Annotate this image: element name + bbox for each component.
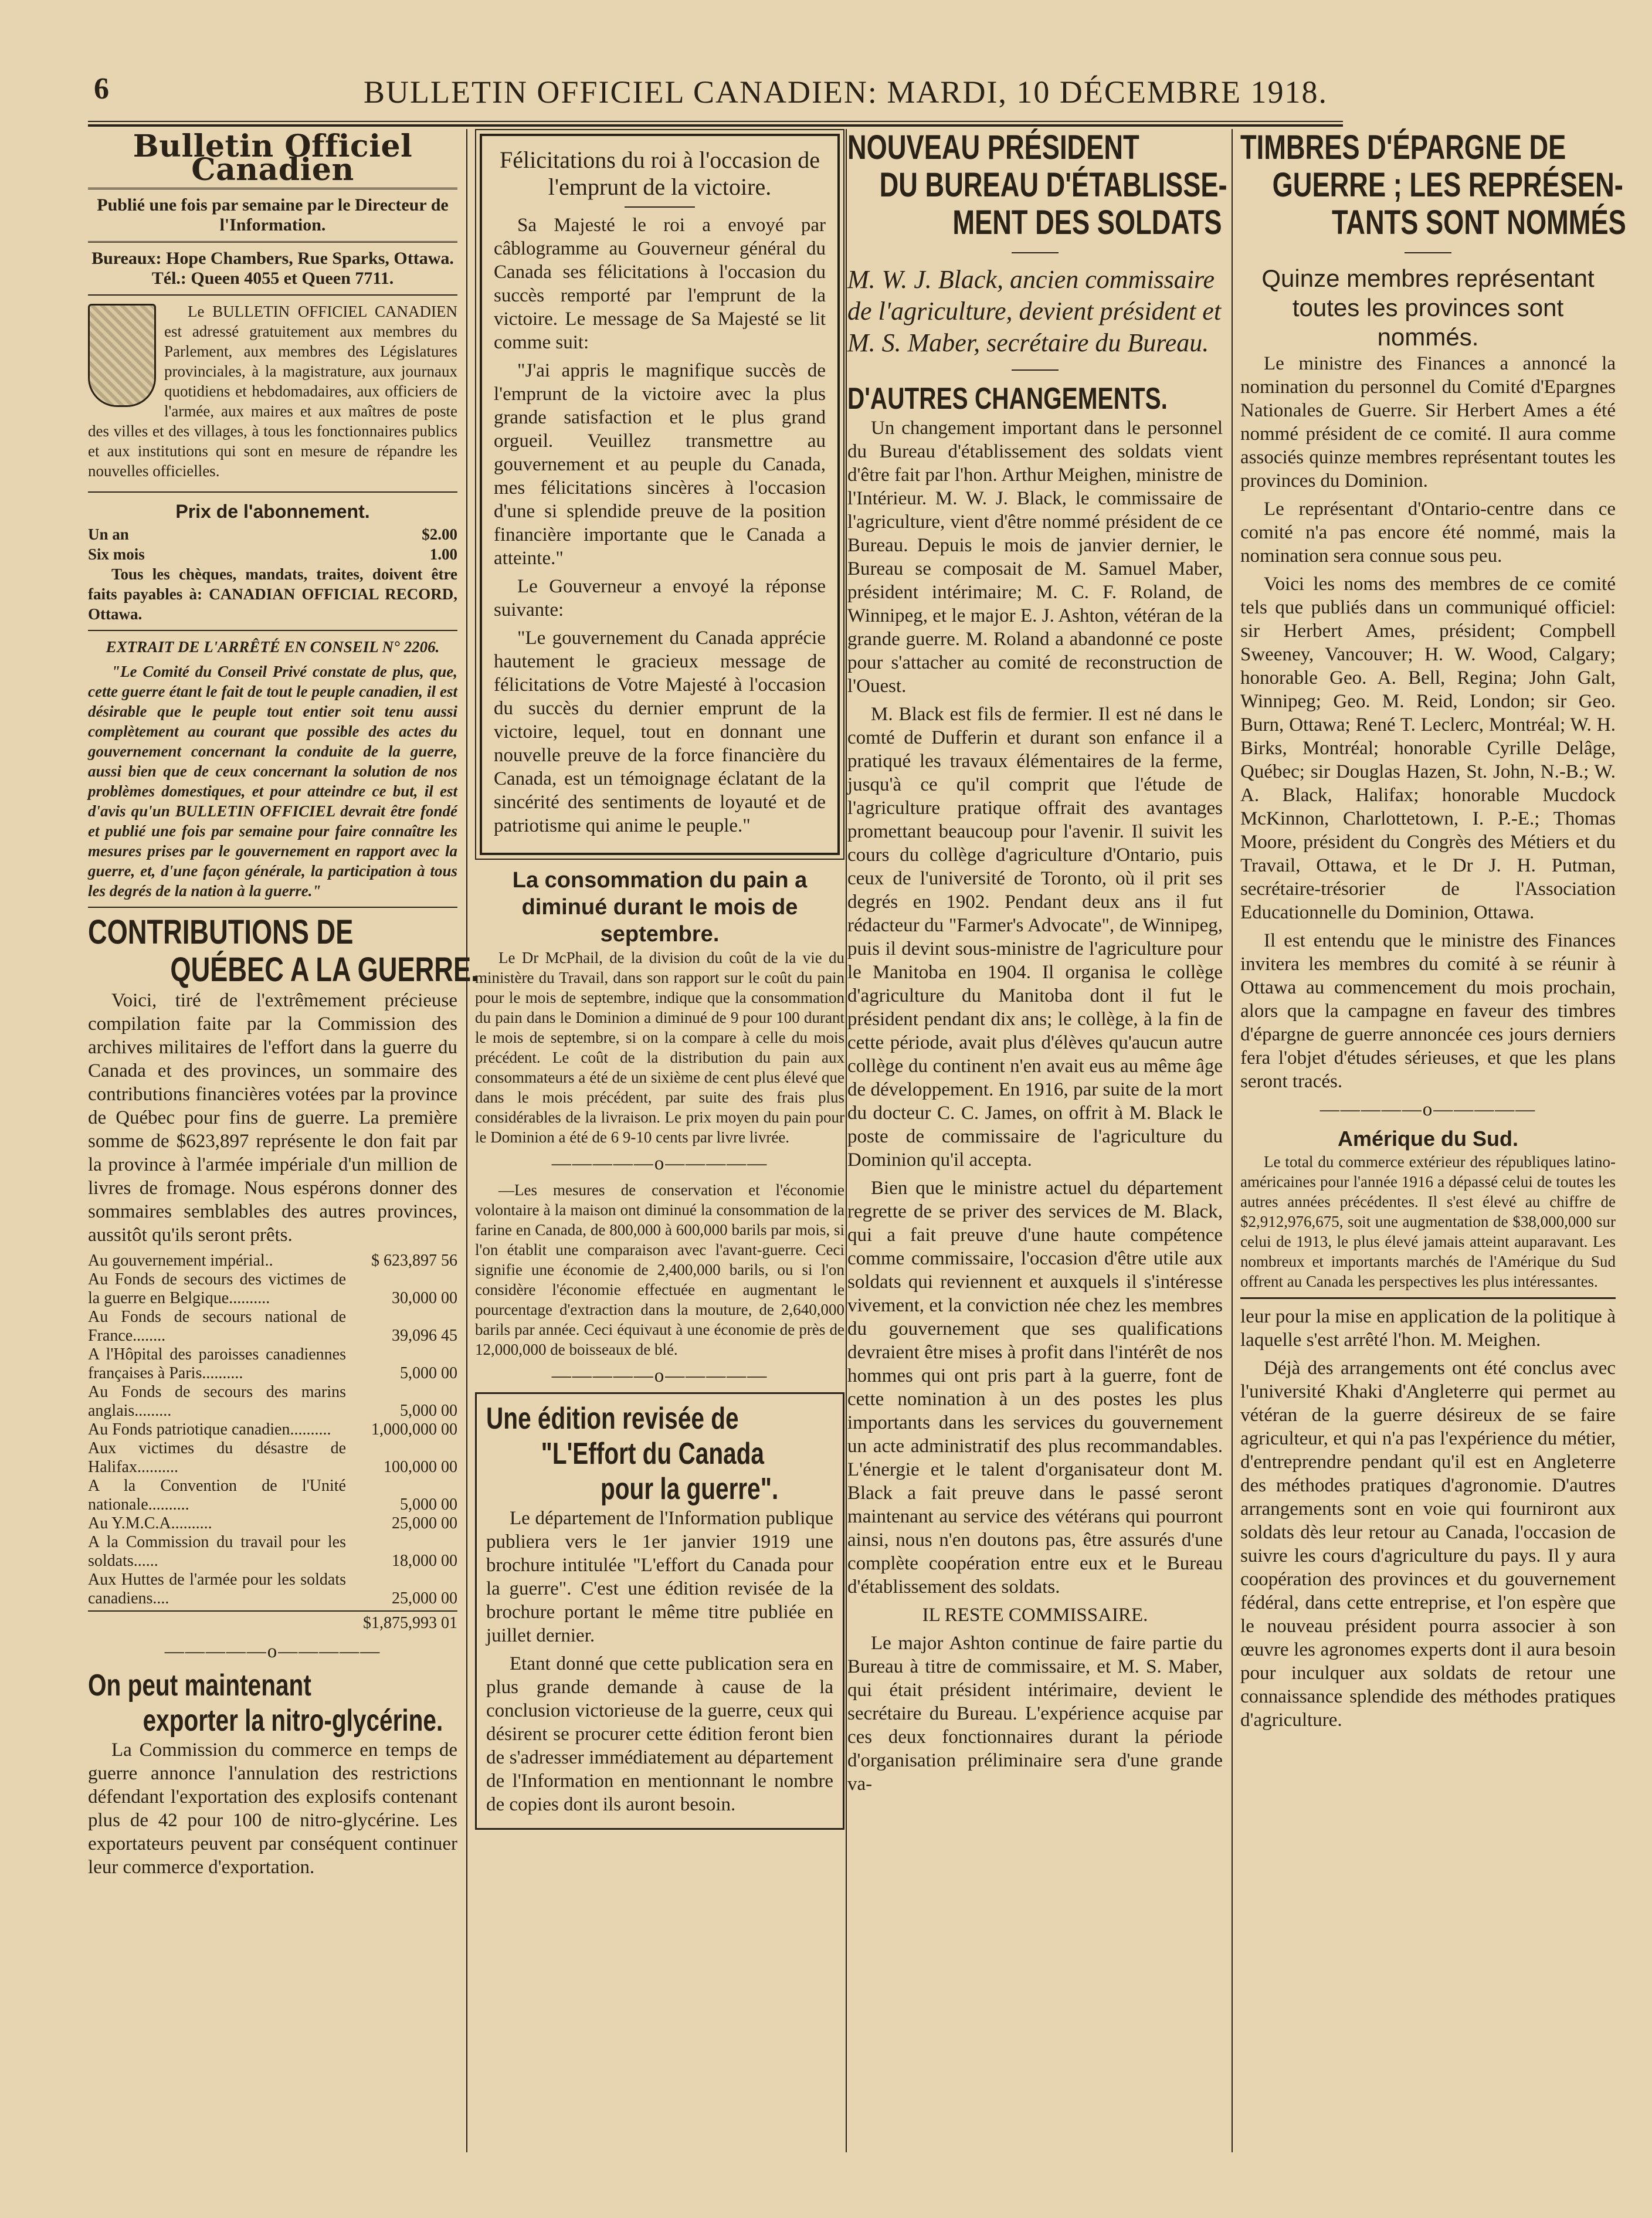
office-address: Bureaux: Hope Chambers, Rue Sparks, Ottawa. bbox=[91, 249, 454, 268]
amerique-headline: Amérique du Sud. bbox=[1337, 1127, 1519, 1151]
ledger-amount: 5,000 00 bbox=[400, 1364, 457, 1382]
ledger-amount: 18,000 00 bbox=[392, 1552, 457, 1570]
president-paragraph-4: Le major Ashton continue de faire partie du Bureau à titre de commissaire, et M. S. Maber, qui était président intérimaire, devient le secrétaire du Bureau. L'expérience acquise par ces deux fonctionnaires durant la période d'organisation préliminaire sera d'une grande va- bbox=[847, 1633, 1223, 1795]
office-phones: Tél.: Queen 4055 et Queen 7711. bbox=[151, 269, 394, 288]
timbres-paragraph-4: Il est entendu que le ministre des Finances invitera les membres du comité à se réunir à Ottawa au commencement du mois prochain, alors que la campagne en faveur des timbres d'épargne de guerre annoncée ces jours derniers fera l'objet d'études sérieuses, et que les plans seront tracés. bbox=[1240, 930, 1616, 1092]
timbres-paragraph-1: Le ministre des Finances a annoncé la nomination du personnel du Comité d'Epargnes Nationales de Guerre. Sir Herbert Ames a été nommé président de ce comité. Il aura comme associés quinze membres représentant toutes les provinces du Dominion. bbox=[1240, 353, 1616, 491]
timbres-headline-line3: TANTS SONT NOMMÉS bbox=[1332, 204, 1626, 242]
column-rule-3 bbox=[1232, 129, 1233, 2152]
ledger-total: $1,875,993 01 bbox=[88, 1610, 457, 1635]
ledger-label: Au Fonds de secours des victimes de la guerre en Belgique.......... bbox=[88, 1270, 346, 1307]
publication-note: Publié une fois par semaine par le Directeur de l'Information. bbox=[97, 195, 449, 235]
extract-title: EXTRAIT DE L'ARRÊTÉ EN CONSEIL N° 2206. bbox=[106, 638, 440, 656]
timbres-deck: Quinze membres représentant toutes les provinces sont nommés. bbox=[1261, 264, 1595, 351]
ledger-label: Aux victimes du désastre de Halifax.......... bbox=[88, 1439, 346, 1476]
ledger-amount: 25,000 00 bbox=[392, 1514, 457, 1532]
distribution-text: Le BULLETIN OFFICIEL CANADIEN est adressé gratuitement aux membres du Parlement, aux membres des Législatures provinciales, à la magistrature, aux journaux quotidiens et hebdomadaires, aux officiers de l'armée, aux maires et aux maîtres de poste des villes et des villages, à tous les fonctionnaires publics et aux institutions qui sont en mesure de répandre les nouvelles officielles. bbox=[88, 303, 457, 480]
ledger-amount: 39,096 45 bbox=[392, 1327, 457, 1345]
commissioner-subhead: IL RESTE COMMISSAIRE. bbox=[922, 1605, 1148, 1626]
roi-paragraph-4: "Le gouvernement du Canada apprécie hautement le gracieux message de félicitations de Votre Majesté à l'occasion du succès du dernier emprunt de la victoire, lequel, tout en donnant une nouvelle preuve de la force financière du Canada, est un témoignage éclatant de la sincérité des sentiments de loyauté et de patriotisme qui anime le peuple." bbox=[494, 628, 826, 836]
ledger-label: Au gouvernement impérial.. bbox=[88, 1252, 273, 1270]
president-headline-line2: DU BUREAU D'ÉTABLISSE- bbox=[879, 166, 1227, 204]
ledger-row bbox=[88, 1420, 457, 1439]
rule bbox=[88, 294, 457, 296]
rule bbox=[1405, 252, 1451, 253]
column-rule-1 bbox=[466, 129, 467, 2152]
coat-of-arms-icon bbox=[88, 304, 156, 407]
timbres-paragraph-2: Le représentant d'Ontario-centre dans ce comité n'a pas encore été nommé, mais la nomination sera connue sous peu. bbox=[1240, 498, 1616, 567]
price-year-row bbox=[88, 524, 457, 544]
ledger-label: Au Fonds de secours national de France........ bbox=[88, 1308, 346, 1345]
rule bbox=[88, 491, 457, 493]
timbres-headline-line1: TIMBRES D'ÉPARGNE DE bbox=[1240, 128, 1566, 167]
edition-box bbox=[475, 1392, 844, 1830]
ledger-amount: 100,000 00 bbox=[384, 1458, 457, 1476]
separator: —————o————— bbox=[551, 1153, 768, 1174]
continued-paragraph-1: leur pour la mise en application de la politique à laquelle s'est arrêté l'hon. M. Meighen. bbox=[1240, 1306, 1616, 1351]
roi-paragraph-2: "J'ai appris le magnifique succès de l'emprunt de la victoire avec la plus grande satisfaction et le plus grand orgueil. Veuillez transmettre au gouvernement et au peuple du Canada, mes félicitations sincères à l'occasion d'une si splendide preuve de la position financière importante que le Canada a atteinte." bbox=[494, 360, 826, 569]
royal-message-box bbox=[480, 134, 840, 855]
pain-headline: La consommation du pain a diminué durant le mois de septembre. bbox=[512, 868, 808, 947]
contributions-table bbox=[88, 1252, 457, 1608]
ledger-amount: 5,000 00 bbox=[400, 1495, 457, 1514]
rule bbox=[1012, 369, 1059, 371]
president-paragraph-2: M. Black est fils de fermier. Il est né dans le comté de Dufferin et durant son enfance il a pratiqué les travaux élémentaires de la ferme, jusqu'à ce qu'il comprit que l'étude de l'agriculture pratique offrait des avantages promettant beaucoup pour l'avenir. Il suivit les cours du collège d'agriculture d'Ontario, puis ceux de l'université de Toronto, où il prit ses degrés en 1902. Pendant deux ans il fut rédacteur du "Farmer's Advocate", de Winnipeg, puis il devint sous-ministre de l'agriculture pour le Manitoba en 1904. Il organisa le collège d'agriculture du Manitoba dont il fut le président pendant dix ans; le collège, à la fin de cette période, avait plus d'élèves qu'aucun autre collège du continent n'en avait eus au même âge de développement. En 1916, par suite de la mort du docteur C. C. James, on offrit à M. Black le poste de commissaire de l'agriculture du Dominion qu'il accepta. bbox=[847, 704, 1223, 1171]
pain-paragraph-2: —Les mesures de conservation et l'économie volontaire à la maison ont diminué la consommation de la farine en Canada, de 800,000 à 600,000 barils par mois, si l'on établit une comparaison avec l'avant-guerre. Ceci signifie une économie de 2,400,000 barils, ou si l'on considère l'économie effectuée en augmentant le pourcentage d'extraction dans la mouture, de 2,640,000 barils par année. Ceci équivaut à une économie de près de 12,000,000 de boisseaux de blé. bbox=[475, 1181, 844, 1358]
page-number: 6 bbox=[94, 72, 109, 106]
rule bbox=[1012, 252, 1059, 253]
president-deck: M. W. J. Black, ancien commissaire de l'agriculture, devient président et M. S. Maber, secrétaire du Bureau. bbox=[847, 265, 1222, 357]
president-headline-line3: MENT DES SOLDATS bbox=[952, 204, 1222, 242]
separator: —————o————— bbox=[164, 1641, 381, 1662]
nitro-headline-line1: On peut maintenant bbox=[88, 1668, 311, 1702]
roi-headline: Félicitations du roi à l'occasion de l'emprunt de la victoire. bbox=[500, 147, 820, 200]
amerique-paragraph: Le total du commerce extérieur des républiques latino-américaines pour l'année 1916 a dépassé celui de toutes les autres années précédentes. Il s'est élevé au chiffre de $2,912,976,675, soit une augmentation de $38,000,000 sur celui de 1913, le plus élevé jamais atteint auparavant. Les nombreux et importants marchés de l'Amérique du Sud offrent au Canada les perspectives les plus intéressantes. bbox=[1240, 1153, 1616, 1290]
column-rule-2 bbox=[846, 129, 847, 2152]
ledger-amount: 30,000 00 bbox=[392, 1289, 457, 1307]
price-year-value: $2.00 bbox=[422, 525, 457, 543]
ledger-label: Au Fonds de secours des marins anglais......... bbox=[88, 1383, 346, 1420]
column-4 bbox=[1240, 128, 1626, 1737]
ledger-amount: 5,000 00 bbox=[400, 1402, 457, 1420]
cheques-note: Tous les chèques, mandats, traites, doivent être faits payables à: CANADIAN OFFICIAL RECORD, Ottawa. bbox=[88, 565, 457, 623]
price-year-label: Un an bbox=[88, 525, 129, 543]
ledger-label: Aux Huttes de l'armée pour les soldats canadiens.... bbox=[88, 1571, 346, 1607]
nitro-body: La Commission du commerce en temps de guerre annonce l'annulation des restrictions défendant l'exportation des explosifs contenant plus de 42 pour 100 de nitro-glycérine. Les exportateurs peuvent par conséquent continuer leur commerce d'exportation. bbox=[88, 1739, 457, 1878]
roi-paragraph-1: Sa Majesté le roi a envoyé par câblogramme au Gouverneur général du Canada ses félicitations à l'occasion du succès remporté par l'emprunt de la victoire. Le message de Sa Majesté se lit comme suit: bbox=[494, 215, 826, 353]
timbres-paragraph-3: Voici les noms des membres de ce comité tels que publiés dans un communiqué officiel: sir Herbert Ames, président; Compbell Sweeney, Vancouver; H. W. Wood, Calgary; honorable Geo. A. Bell, Regina; John Galt, Winnipeg; Geo. M. Reid, London; sir Geo. Burn, Ottawa; René T. Leclerc, Montréal; W. H. Birks, Montréal; honorable Cyrille Delâge, Québec; sir Douglas Hazen, St. John, N.-B.; W. A. Black, Halifax; honorable Mucdock McKinnon, Charlottetown, I. P.-E.; Thomas Moore, président du Congrès des Métiers et du Travail, Ottawa, et le Dr J. H. Putman, secrétaire-trésorier de l'Association Educationnelle du Dominion, Ottawa. bbox=[1240, 574, 1616, 923]
edition-headline-line2: "L'Effort du Canada bbox=[541, 1437, 764, 1471]
column-1 bbox=[88, 128, 479, 1884]
contrib-headline-line1: CONTRIBUTIONS DE bbox=[88, 913, 354, 951]
separator: —————o————— bbox=[551, 1365, 768, 1386]
contrib-headline-line2: QUÉBEC A LA GUERRE. bbox=[170, 951, 479, 989]
ledger-row bbox=[88, 1477, 457, 1514]
price-six-value: 1.00 bbox=[429, 545, 457, 563]
ledger-label: Au Fonds patriotique canadien.......... bbox=[88, 1420, 331, 1439]
ledger-row bbox=[88, 1270, 457, 1308]
edition-paragraph-2: Etant donné que cette publication sera en plus grande demande à cause de la conclusion victorieuse de la guerre, ceux qui désirent se procurer cette édition feront bien de s'adresser immédiatement au département de l'Information en mentionnant le nombre de copies dont ils auront besoin. bbox=[486, 1653, 833, 1815]
rule bbox=[88, 907, 457, 908]
ledger-row bbox=[88, 1571, 457, 1608]
page-header bbox=[88, 72, 1343, 127]
roi-paragraph-3: Le Gouverneur a envoyé la réponse suivante: bbox=[494, 576, 826, 620]
price-title: Prix de l'abonnement. bbox=[175, 501, 370, 522]
rule bbox=[625, 206, 695, 208]
header-rule bbox=[88, 121, 1343, 122]
edition-headline-line3: pour la guerre". bbox=[601, 1472, 779, 1506]
ledger-row bbox=[88, 1383, 457, 1420]
masthead: BULLETIN OFFICIEL CANADIEN: MARDI, 10 DÉCEMBRE 1918. bbox=[364, 74, 1328, 110]
ledger-label: A la Convention de l'Unité nationale.......... bbox=[88, 1477, 346, 1514]
ledger-row bbox=[88, 1514, 457, 1533]
changes-subhead: D'AUTRES CHANGEMENTS. bbox=[847, 382, 1168, 416]
ledger-amount: 1,000,000 00 bbox=[371, 1420, 457, 1439]
column-3 bbox=[847, 128, 1227, 1800]
nitro-headline-line2: exporter la nitro-glycérine. bbox=[143, 1704, 443, 1738]
price-six-row bbox=[88, 544, 457, 564]
extract-body: "Le Comité du Conseil Privé constate de plus, que, cette guerre étant le fait de tout le peuple canadien, il est désirable que le peuple tout entier soit tenu aussi complètement au courant que possible des actes du gouvernement concernant la conduite de la guerre, aussi bien que de ceux concernant la solution de nos problèmes domestiques, et pour atteindre ce but, il est d'avis qu'un BULLETIN OFFICIEL devrait être fondé et publié une fois par semaine pour faire connaître les mesures prises par le gouvernement en rapport avec la guerre, et, d'une façon générale, la participation à tous les degrés de la nation à la guerre." bbox=[88, 663, 457, 900]
distribution-notice bbox=[88, 301, 457, 486]
edition-headline-line1: Une édition revisée de bbox=[486, 1402, 739, 1436]
ledger-row bbox=[88, 1533, 457, 1571]
ledger-row bbox=[88, 1345, 457, 1383]
price-six-label: Six mois bbox=[88, 545, 145, 563]
ledger-row bbox=[88, 1308, 457, 1345]
ledger-label: Au Y.M.C.A.......... bbox=[88, 1514, 212, 1532]
president-paragraph-1: Un changement important dans le personnel du Bureau d'établissement des soldats vient d'être fait par l'hon. Arthur Meighen, ministre de l'Intérieur. M. W. J. Black, le commissaire de l'agriculture, vient d'être nommé président de ce Bureau. Depuis le mois de janvier dernier, le Bureau se composait de M. Samuel Maber, président intérimaire; M. C. F. Roland, de Winnipeg, et le major E. J. Ashton, vétéran de la grande guerre. M. Roland a abandonné ce poste pour s'attacher au comité de reconstruction de l'Ouest. bbox=[847, 418, 1223, 697]
nameplate: Bulletin Officiel Canadien bbox=[133, 128, 413, 188]
ledger-label: A l'Hôpital des paroisses canadiennes françaises à Paris.......... bbox=[88, 1345, 346, 1382]
column-2 bbox=[475, 129, 844, 1830]
president-headline-line1: NOUVEAU PRÉSIDENT bbox=[847, 128, 1139, 167]
ledger-row bbox=[88, 1439, 457, 1477]
ledger-amount: $ 623,897 56 bbox=[371, 1252, 457, 1270]
ledger-label: A la Commission du travail pour les soldats...... bbox=[88, 1533, 346, 1570]
president-paragraph-3: Bien que le ministre actuel du département regrette de se priver des services de M. Black, qui a fait preuve d'une haute compétence comme commissaire, l'occasion d'être utile aux soldats qui reviennent et auxquels il s'intéresse vivement, et la conviction née chez les membres du gouvernement que ses qualifications devraient être mises à profit dans l'intérêt de nos hommes qui ont pris part à la guerre, font de cette nomination à un des postes les plus importants dans les services du gouvernement un acte administratif des plus recommandables. L'énergie et le talent d'organisateur dont M. Black a fait preuve dans le passé seront maintenant au service des vétérans qui pourront ainsi, nous n'en doutons pas, être assurés d'une complète coopération entre eux et le Bureau d'établissement des soldats. bbox=[847, 1178, 1223, 1598]
rule bbox=[88, 188, 457, 189]
pain-paragraph-1: Le Dr McPhail, de la division du coût de la vie du ministère du Travail, dans son rapport sur le coût du pain pour le mois de septembre, indique que la consommation du pain dans le Dominion a diminué de 9 pour 100 durant le mois de septembre, si on la compare à celle du mois précédent. Le coût de la distribution du pain aux consommateurs a été de un sixième de cent plus élevé que dans le mois précédent, par suite des frais plus considérables de la livraison. Le prix moyen du pain pour le Dominion a été de 6 9-10 cents par livre livrée. bbox=[475, 949, 844, 1146]
rule bbox=[88, 241, 457, 243]
contrib-body: Voici, tiré de l'extrêmement précieuse compilation faite par la Commission des archives militaires de l'effort dans la guerre du Canada et des provinces, un sommaire des contributions financières votées par la province de Québec pour fins de guerre. La première somme de $623,897 représente le don fait par la province à l'armée impériale d'un million de livres de fromage. Nous espérons donner des sommaires semblables des autres provinces, aussitôt qu'ils seront prêts. bbox=[88, 990, 457, 1246]
ledger-amount: 25,000 00 bbox=[392, 1589, 457, 1607]
separator: —————o————— bbox=[1319, 1099, 1536, 1120]
continued-paragraph-2: Déjà des arrangements ont été conclus avec l'université Khaki d'Angleterre qui permet au vétéran de la guerre désireux de se faire agriculteur, et qui n'a pas l'expérience du métier, d'entreprendre pendant qu'il est en Angleterre des méthodes pratiques d'agronomie. D'autres arrangements sont en voie qui fourniront aux soldats dès leur retour au Canada, l'occasion de suivre les cours d'agriculture du pays. Il y aura coopération des provinces et du gouvernement fédéral, dans cette entreprise, et l'on espère que le nouveau président pourra associer à son œuvre les agronomes experts dont il aura besoin pour inculquer aux soldats de retour une connaissance splendide des méthodes pratiques d'agriculture. bbox=[1240, 1358, 1616, 1731]
ledger-row bbox=[88, 1252, 457, 1270]
rule bbox=[1240, 1297, 1616, 1299]
edition-paragraph-1: Le département de l'Information publique publiera vers le 1er janvier 1919 une brochure intitulée "L'effort du Canada pour la guerre". C'est une édition revisée de la brochure portant le même titre publiée en juillet dernier. bbox=[486, 1508, 833, 1646]
timbres-headline-line2: GUERRE ; LES REPRÉSEN- bbox=[1272, 166, 1623, 204]
rule bbox=[88, 630, 457, 631]
